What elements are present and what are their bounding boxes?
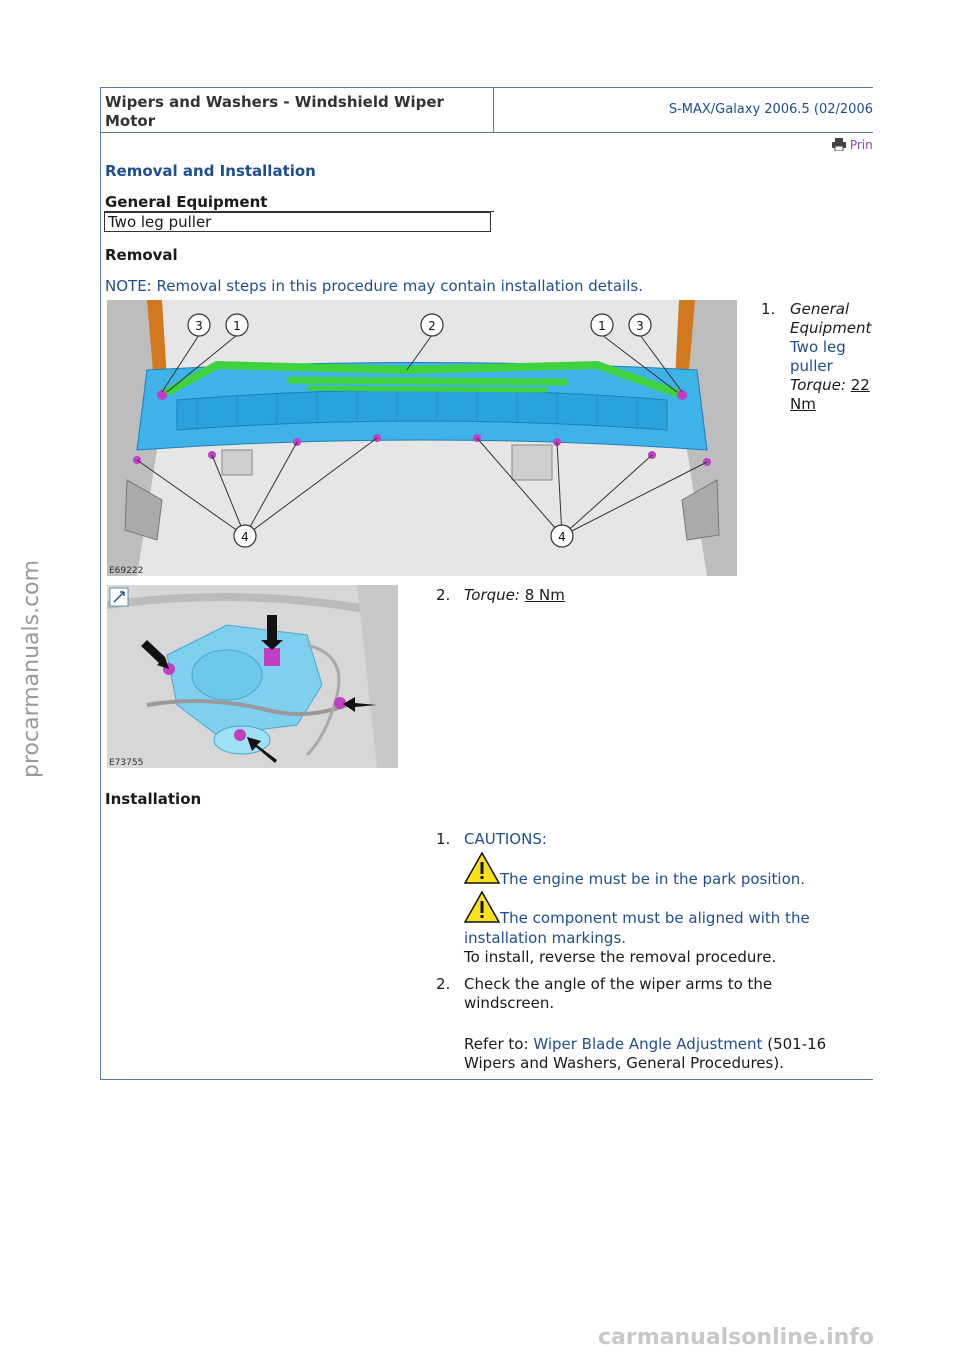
removal-step1-number: 1.	[761, 300, 776, 318]
header-divider	[493, 87, 494, 133]
removal-step2-torque	[464, 586, 565, 604]
header-title-line1: Wipers and Washers - Windshield Wiper	[105, 93, 444, 111]
callout-3-left: 3	[195, 319, 203, 333]
printer-icon	[832, 138, 846, 151]
callout-4-right: 4	[558, 530, 566, 544]
caution-2-line1: The component must be aligned with the	[500, 909, 810, 927]
install-step2-line2: windscreen.	[464, 994, 555, 1012]
footer-watermark: carmanualsonline.info	[598, 1325, 874, 1350]
equipment-label: Equipment	[790, 319, 872, 337]
image-code-2: E73755	[109, 758, 144, 768]
refer-prefix: Refer to:	[464, 1035, 529, 1053]
side-watermark	[8, 540, 48, 790]
removal-heading: Removal	[105, 246, 178, 264]
callout-3-right: 3	[636, 319, 644, 333]
vehicle-model: S-MAX/Galaxy 2006.5 (02/2006	[668, 102, 873, 117]
caution-1: The engine must be in the park position.	[500, 870, 806, 888]
removal-step2-number: 2.	[436, 586, 451, 604]
callout-2: 2	[428, 319, 436, 333]
install-step2-line1: Check the angle of the wiper arms to the	[464, 975, 773, 993]
refer-suffix2: Wipers and Washers, General Procedures).	[464, 1054, 784, 1072]
image-code: E69222	[109, 566, 144, 576]
caution-icon-1	[464, 852, 500, 888]
install-instruction: To install, reverse the removal procedure.	[464, 948, 777, 966]
install-step2-number: 2.	[436, 975, 451, 993]
print-button[interactable]	[832, 138, 873, 152]
callout-4-left: 4	[241, 530, 249, 544]
wiper-blade-angle-link[interactable]: Wiper Blade Angle Adjustment	[533, 1035, 763, 1053]
removal-note: NOTE: Removal steps in this procedure may contain installation details.	[105, 277, 643, 295]
torque-label-2: Torque:	[464, 586, 520, 604]
caution-2-line2: installation markings.	[464, 929, 627, 947]
removal-step1-details	[790, 300, 873, 414]
tool-link-line1[interactable]: Two leg	[790, 338, 846, 356]
cowl-panel-illustration	[107, 300, 737, 576]
cowl-panel-drawing	[107, 300, 737, 576]
header-bottom-rule	[100, 132, 873, 133]
torque-label: Torque:	[790, 376, 846, 394]
tool-link-line2[interactable]: puller	[790, 357, 833, 375]
general-equipment-heading: General Equipment	[105, 193, 268, 211]
wiper-motor-illustration	[107, 585, 398, 768]
install-step2-text	[464, 975, 772, 1013]
torque-value: 22	[850, 376, 870, 394]
callout-1-left: 1	[233, 319, 241, 333]
general-label: General	[790, 300, 850, 318]
torque-value-2: 8 Nm	[524, 586, 565, 604]
side-watermark-text: procarmanuals.com	[19, 559, 44, 778]
equipment-item: Two leg puller	[104, 212, 491, 232]
zoom-icon[interactable]	[110, 588, 128, 606]
caution-icon-2	[464, 891, 500, 927]
install-step1-number: 1.	[436, 830, 451, 848]
torque-unit: Nm	[790, 395, 816, 413]
header-title-line2: Motor	[105, 112, 156, 130]
wiper-motor-drawing	[107, 585, 398, 768]
refer-suffix1: (501-16	[767, 1035, 827, 1053]
print-label: Prin	[849, 138, 873, 152]
header-title	[105, 93, 485, 131]
installation-heading: Installation	[105, 790, 202, 808]
section-title: Removal and Installation	[105, 162, 316, 180]
cautions-label: CAUTIONS:	[464, 830, 547, 848]
refer-to	[464, 1035, 826, 1073]
callout-1-right: 1	[598, 319, 606, 333]
